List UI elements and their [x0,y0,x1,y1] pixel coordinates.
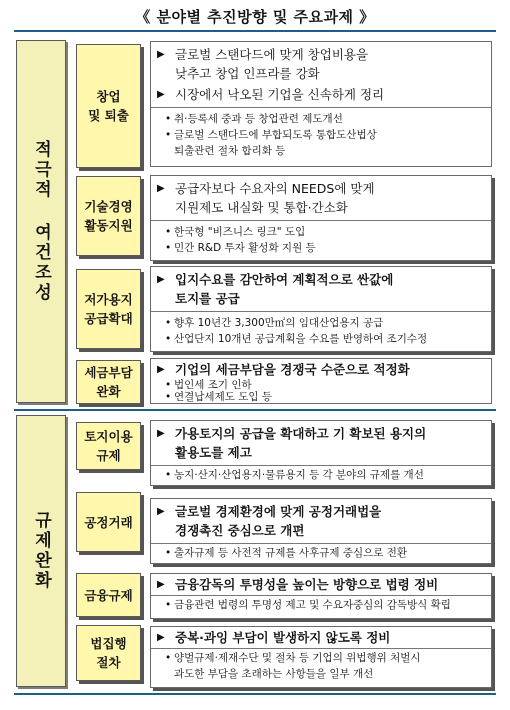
task-details [151,543,491,563]
task-main-line [157,85,487,104]
subcategory-label: 법집행 절차 [90,636,127,670]
task-details [151,379,491,405]
task-box-startup-exit [150,41,492,167]
category-label: 적극적 여건조성 [31,140,51,303]
task-main-text: 시장에서 낙오된 기업을 신속하게 정리 [175,87,385,102]
bottom-rule [14,693,496,695]
bullet-dot-icon: • [165,333,172,345]
detail-bullet [165,224,487,240]
subcategory-label: 공정거래 [84,514,133,530]
task-box-tax-relief [150,358,492,404]
detail-bullet [165,331,487,347]
task-box-law-enforcement [150,626,492,688]
detail-text: 출자규제 등 사전적 규제를 사후규제 중심으로 전환 [174,547,408,559]
detail-bullet [165,597,487,613]
bullet-dot-icon: • [165,599,172,611]
subcategory-fair-trade [76,492,141,552]
detail-bullet [165,127,487,159]
detail-bullet [165,391,487,403]
task-main [151,267,491,311]
task-box-fair-trade [150,498,492,564]
subcategory-tax-relief [76,360,141,404]
detail-text: 농지·산지·산업용지·물류용지 등 각 분야의 규제를 개선 [174,469,424,481]
task-details [151,595,491,615]
task-main-text: 금융감독의 투명성을 높이는 방향으로 법령 정비 [175,577,439,592]
task-details [151,220,491,258]
task-main [151,359,491,379]
triangle-marker-icon: ▶ [157,428,165,439]
bullet-dot-icon: • [165,242,172,254]
task-main-text: 글로벌 경제환경에 맞게 공정거래법을 경쟁촉진 중심으로 개편 [175,504,382,538]
subcategory-label: 금융규제 [84,587,133,603]
task-box-land-use-regulation [150,420,492,486]
subcategory-startup-exit [76,44,141,168]
category-deregulation [16,415,66,687]
subcategory-tech-management [76,176,141,256]
bullet-dot-icon: • [165,391,172,403]
task-main-line [157,628,487,647]
task-main-line [157,45,487,83]
bullet-dot-icon: • [165,317,172,329]
task-main [151,42,491,107]
triangle-marker-icon: ▶ [157,183,165,194]
task-box-tech-management [150,175,492,261]
detail-bullet [165,545,487,561]
task-main-line [157,179,487,217]
detail-text: 민간 R&D 투자 활성화 지원 등 [174,242,316,254]
task-main-text: 기업의 세금부담을 경쟁국 수준으로 적정화 [175,362,410,377]
category-active-environment [16,40,66,403]
subcategory-label: 토지이용 규제 [84,429,133,463]
page-title: 《 분야별 추진방향 및 주요과제 》 [135,8,375,26]
subcategory-land-supply [76,269,141,349]
bullet-dot-icon: • [165,469,172,481]
category-label: 규제완화 [31,511,51,591]
task-main [151,499,491,543]
task-main [151,176,491,220]
detail-bullet [165,315,487,331]
task-main [151,627,491,648]
subcategory-law-enforcement [76,625,141,681]
subcategory-label: 세금부담 완화 [84,365,133,399]
bullet-dot-icon: • [165,226,172,238]
detail-text: 한국형 "비즈니스 링크" 도입 [174,226,306,238]
top-rule [14,30,496,32]
triangle-marker-icon: ▶ [157,89,165,100]
subcategory-financial-regulation [76,573,141,617]
task-details [151,465,491,485]
task-main-text: 중복·과잉 부담이 발생하지 않도록 정비 [175,630,391,645]
bullet-dot-icon: • [165,652,172,664]
detail-text: 향후 10년간 3,300만㎡의 임대산업용지 공급 [174,317,384,329]
detail-text: 금융관련 법령의 투명성 제고 및 수요자중심의 감독방식 확립 [174,599,451,611]
task-main-text: 공급자보다 수요자의 NEEDS에 맞게 지원제도 내실화 및 통합·간소화 [175,181,375,215]
task-box-financial-regulation [150,573,492,619]
task-details [151,107,491,161]
detail-bullet [165,111,487,127]
detail-text: 양벌규제·제재수단 및 절차 등 기업의 위법행위 처벌시 과도한 부담을 초래하는 사항들을 일부 개선 [174,652,421,680]
task-main-line [157,424,487,462]
detail-bullet [165,379,487,391]
detail-bullet [165,650,487,682]
task-main-line [157,360,487,379]
group-divider [14,409,496,411]
triangle-marker-icon: ▶ [157,632,165,643]
triangle-marker-icon: ▶ [157,506,165,517]
triangle-marker-icon: ▶ [157,274,165,285]
task-main-line [157,270,487,308]
bullet-dot-icon: • [165,129,172,141]
detail-bullet [165,240,487,256]
detail-text: 글로벌 스탠다드에 부합되도록 통합도산법상 퇴출관련 절차 합리화 등 [174,129,377,157]
task-main-text: 입지수요를 감안하여 계획적으로 싼값에 토지를 공급 [175,272,394,306]
task-main-line [157,575,487,594]
task-main-line [157,502,487,540]
detail-text: 법인세 조기 인하 [174,379,252,391]
subcategory-land-use-regulation [76,422,141,470]
triangle-marker-icon: ▶ [157,49,165,60]
task-main [151,574,491,595]
bullet-dot-icon: • [165,547,172,559]
subcategory-label: 저가용지 공급확대 [84,292,133,326]
detail-bullet [165,467,487,483]
detail-text: 산업단지 10개년 공급계획을 수요를 반영하여 조기수정 [174,333,428,345]
bullet-dot-icon: • [165,113,172,125]
task-box-land-supply [150,266,492,352]
triangle-marker-icon: ▶ [157,364,165,375]
subcategory-label: 창업 및 퇴출 [88,89,129,123]
bullet-dot-icon: • [165,379,172,391]
triangle-marker-icon: ▶ [157,579,165,590]
task-main-text: 가용토지의 공급을 확대하고 기 확보된 용지의 활용도를 제고 [175,426,427,460]
detail-text: 취·등록세 중과 등 창업관련 제도개선 [174,113,343,125]
task-main [151,421,491,465]
task-details [151,311,491,349]
detail-text: 연결납세제도 도입 등 [174,391,272,403]
task-main-text: 글로벌 스탠다드에 맞게 창업비용을 낮추고 창업 인프라를 강화 [175,47,369,81]
task-details [151,648,491,684]
subcategory-label: 기술경영 활동지원 [84,199,133,233]
